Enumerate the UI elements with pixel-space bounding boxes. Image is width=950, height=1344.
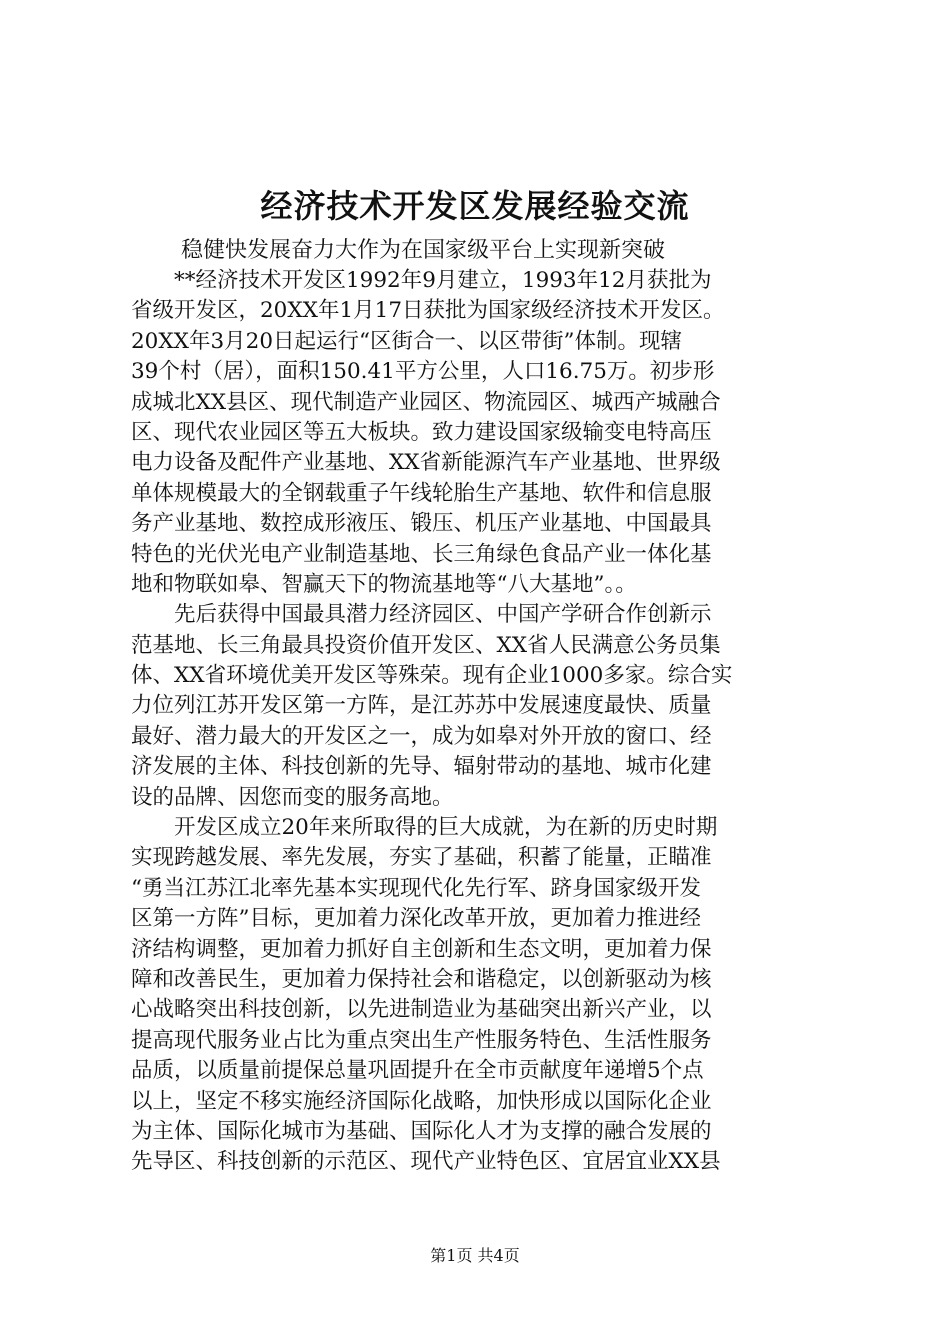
document-subtitle: 稳健快发展奋力大作为在国家级平台上实现新突破: [181, 238, 666, 263]
text-line: 体、XX省环境优美开发区等殊荣。现有企业1000多家。综合实: [131, 663, 733, 689]
text-line: 先后获得中国最具潜力经济园区、中国产学研合作创新示: [131, 602, 712, 628]
text-line: 特色的光伏光电产业制造基地、长三角绿色食品产业一体化基: [131, 541, 712, 567]
text-line: 提高现代服务业占比为重点突出生产性服务特色、生活性服务: [131, 1027, 712, 1053]
text-line: 区第一方阵”目标，更加着力深化改革开放，更加着力推进经: [131, 906, 701, 932]
text-line: “勇当江苏江北率先基本实现现代化先行军、跻身国家级开发: [131, 875, 701, 901]
text-line: 实现跨越发展、率先发展，夯实了基础，积蓄了能量，正瞄准: [131, 845, 712, 871]
text-line: 最好、潜力最大的开发区之一，成为如皋对外开放的窗口、经: [131, 723, 712, 749]
text-line: 以上，坚定不移实施经济国际化战略，加快形成以国际化企业: [131, 1088, 712, 1114]
text-line: 设的品牌、因您而变的服务高地。: [131, 784, 454, 810]
text-line: 力位列江苏开发区第一方阵，是江苏苏中发展速度最快、质量: [131, 693, 712, 719]
text-line: 范基地、长三角最具投资价值开发区、XX省人民满意公务员集: [131, 632, 721, 658]
text-line: 省级开发区，20XX年1月17日获批为国家级经济技术开发区。: [131, 298, 725, 324]
text-line: 为主体、国际化城市为基础、国际化人才为支撑的融合发展的: [131, 1118, 712, 1144]
text-line: 务产业基地、数控成形液压、锻压、机压产业基地、中国最具: [131, 511, 712, 537]
text-line: 济发展的主体、科技创新的先导、辐射带动的基地、城市化建: [131, 754, 712, 780]
text-line: 39个村（居），面积150.41平方公里，人口16.75万。初步形: [131, 359, 715, 385]
text-line: **经济技术开发区1992年9月建立，1993年12月获批为: [131, 268, 712, 293]
text-line: 单体规模最大的全钢载重子午线轮胎生产基地、软件和信息服: [131, 480, 712, 506]
text-line: 20XX年3月20日起运行“区街合一、以区带街”体制。现辖: [131, 328, 682, 354]
document-body: [131, 266, 831, 1178]
text-line: 开发区成立20年来所取得的巨大成就，为在新的历史时期: [131, 815, 718, 841]
text-line: 心战略突出科技创新，以先进制造业为基础突出新兴产业，以: [131, 997, 712, 1023]
text-line: 先导区、科技创新的示范区、现代产业特色区、宜居宜业XX县: [131, 1149, 721, 1175]
text-line: 区、现代农业园区等五大板块。致力建设国家级输变电特高压: [131, 419, 712, 445]
document-title: 经济技术开发区发展经验交流: [260, 187, 690, 225]
text-line: 品质，以质量前提保总量巩固提升在全市贡献度年递增5个点: [131, 1058, 704, 1084]
text-line: 济结构调整，更加着力抓好自主创新和生态文明，更加着力保: [131, 936, 712, 962]
text-line: 地和物联如皋、智赢天下的物流基地等“八大基地”。。: [131, 571, 637, 597]
page-number-footer: 第1页 共4页: [430, 1246, 520, 1265]
text-line: 电力设备及配件产业基地、XX省新能源汽车产业基地、世界级: [131, 450, 721, 476]
text-line: 成城北XX县区、现代制造产业园区、物流园区、城西产城融合: [131, 389, 721, 415]
text-line: 障和改善民生，更加着力保持社会和谐稳定，以创新驱动为核: [131, 966, 712, 992]
